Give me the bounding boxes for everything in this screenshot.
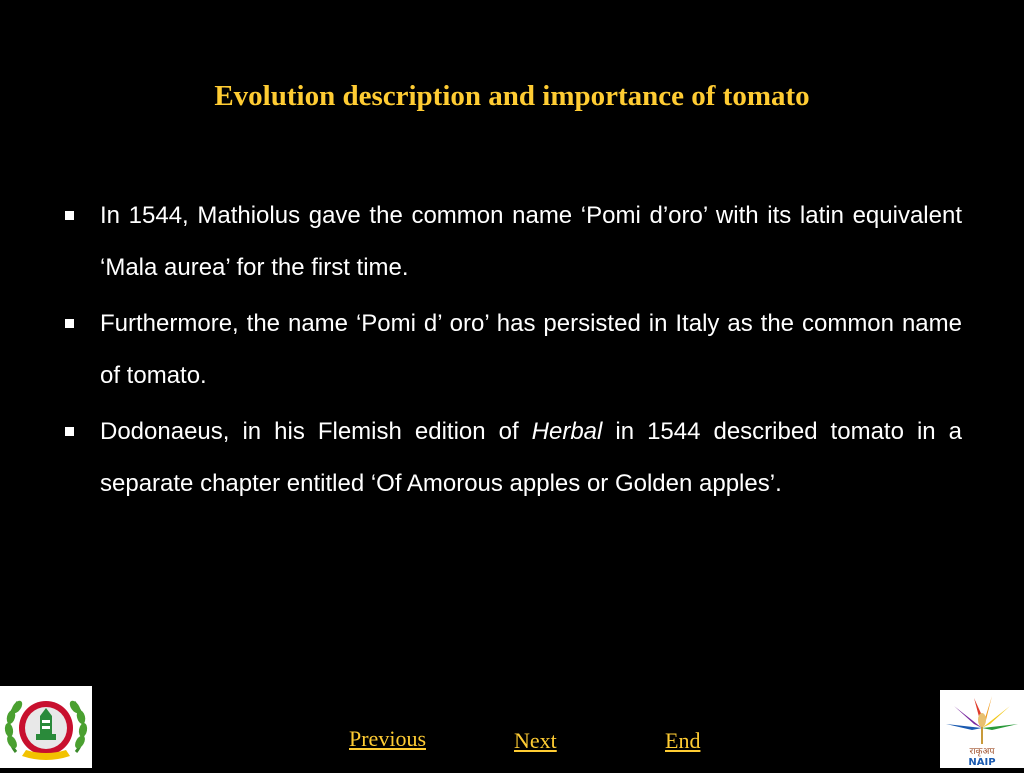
bullet-item-3 [64, 406, 962, 509]
naip-text: NAIP [968, 757, 996, 768]
bullet-item-1 [64, 190, 962, 293]
next-link[interactable]: Next [514, 728, 557, 753]
bullet-text-3-end: in 1544 described tomato in a separate chapter entitled ‘Of Amorous apples or Golden apples’. [100, 418, 962, 497]
end-link[interactable]: End [665, 728, 701, 753]
square-bullet-icon [65, 211, 74, 220]
bullet-text-3-start: Dodonaeus, in his Flemish edition of [100, 418, 532, 445]
square-bullet-icon [65, 319, 74, 328]
bullet-text-3-italic: Herbal [531, 418, 603, 445]
bullet-item-2 [64, 298, 962, 401]
slide-title: Evolution description and importance of tomato [214, 80, 810, 112]
institution-emblem-icon [0, 686, 92, 768]
bullet-text-1: In 1544, Mathiolus gave the common name ‘Pomi d’oro’ with its latin equivalent ‘Mala aurea’ for the first time. [100, 202, 962, 281]
bullet-text-2: Furthermore, the name ‘Pomi d’ oro’ has persisted in Italy as the common name of tomato. [100, 310, 962, 389]
institution-logo [0, 686, 92, 768]
bullet-list [64, 190, 962, 514]
square-bullet-icon [65, 427, 74, 436]
previous-link[interactable]: Previous [349, 726, 426, 751]
naip-hindi-text: राकृअप [969, 747, 995, 757]
naip-logo [940, 690, 1024, 768]
naip-logo-icon [940, 690, 1024, 768]
